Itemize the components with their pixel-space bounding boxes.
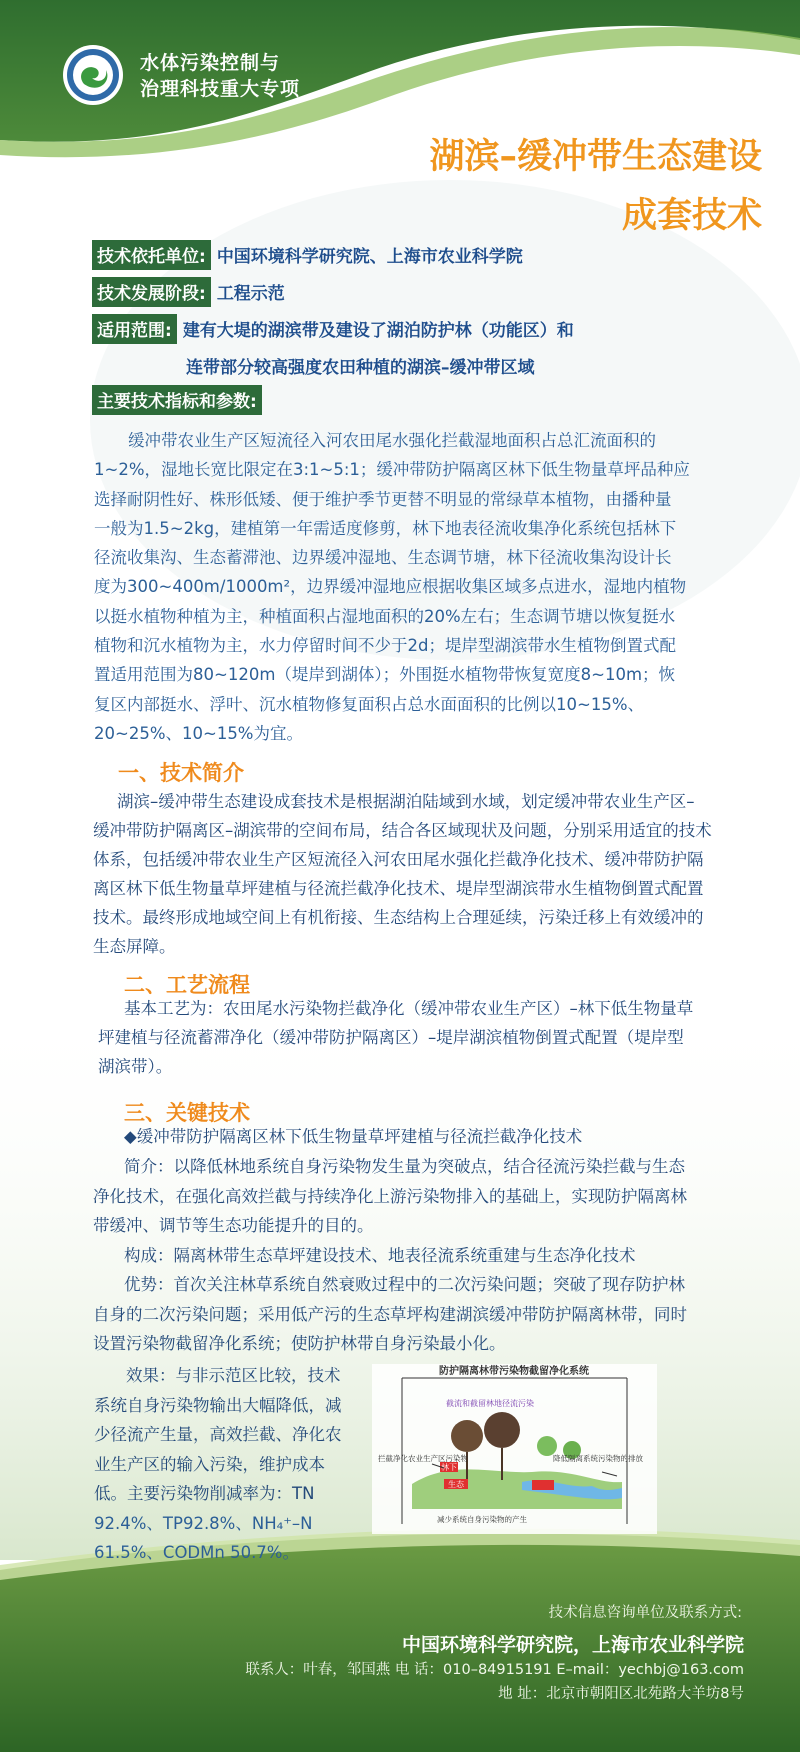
key-tech-paragraph [93, 1152, 715, 1359]
footer-contact: 联系人：叶春，邹国燕 电 话：010–84915191 E–mail：yechbj@163.com [245, 1662, 744, 1678]
key-line: 自身的二次污染问题；采用低产污的生态草坪构建湖滨缓冲带防护隔离林带，同时 [93, 1304, 687, 1324]
diagram-forest-label: 林下 [441, 1463, 457, 1472]
params-line: 一般为1.5~2kg，建植第一年需适度修剪，林下地表径流收集净化系统包括林下 [94, 518, 677, 538]
key-line: 简介：以降低林地系统自身污染物发生量为突破点，结合径流污染拦截与生态 [124, 1157, 685, 1176]
section-title-key: 三、关键技术 [124, 1101, 250, 1125]
info-row-unit [92, 240, 523, 270]
page-title [242, 128, 762, 246]
diagram-grass-label: 生态 [448, 1480, 464, 1489]
info-label-params: 主要技术指标和参数: [92, 385, 262, 415]
key-line: 构成：隔离林带生态草坪建设技术、地表径流系统重建与生态净化技术 [124, 1245, 636, 1265]
diagram-bottom-label: 减少系统自身污染物的产生 [437, 1515, 527, 1524]
program-logo [62, 44, 124, 106]
program-name-line2: 治理科技重大专项 [140, 78, 301, 100]
info-label-scope: 适用范围: [92, 314, 177, 344]
purification-system-diagram [372, 1364, 657, 1534]
effect-line: 61.5%、CODMn 50.7%。 [94, 1543, 299, 1562]
page-title-line1: 湖滨–缓冲带生态建设 [429, 137, 762, 177]
key-line: 带缓冲、调节等生态功能提升的目的。 [93, 1216, 374, 1235]
info-row-scope [92, 314, 574, 344]
intro-line: 离区林下低生物量草坪建植与径流拦截净化技术、堤岸型湖滨带水生植物倒置式配置 [93, 879, 704, 898]
params-line: 径流收集沟、生态蓄滞池、边界缓冲湿地、生态调节塘，林下径流收集沟设计长 [94, 548, 672, 568]
params-paragraph [94, 426, 714, 748]
effect-line: 92.4%、TP92.8%、NH₄⁺–N [94, 1513, 313, 1533]
params-line: 20~25%、10~15%为宜。 [94, 723, 303, 743]
diagram-top-label: 截流和截留林地径流污染 [446, 1399, 534, 1408]
effect-line: 少径流产生量，高效拦截、净化农 [94, 1425, 342, 1444]
footer-consult-label: 技术信息咨询单位及联系方式: [548, 1605, 742, 1621]
diagram-left-label: 拦截净化农业生产区污染物 [378, 1454, 468, 1463]
intro-line: 缓冲带防护隔离区–湖滨带的空间布局，结合各区域现状及问题，分别采用适宜的技术 [93, 821, 712, 840]
info-row-params [92, 385, 268, 415]
process-line: 基本工艺为：农田尾水污染物拦截净化（缓冲带农业生产区）–林下低生物量草 [124, 999, 694, 1018]
key-line: 净化技术，在强化高效拦截与持续净化上游污染物排入的基础上，实现防护隔离林 [93, 1186, 687, 1206]
key-line: 设置污染物截留净化系统；使防护林带自身污染最小化。 [93, 1334, 506, 1353]
program-name-line1: 水体污染控制与 [140, 52, 281, 74]
params-line: 选择耐阴性好、株形低矮、便于维护季节更替不明显的常绿草本植物，由播种量 [94, 489, 672, 509]
intro-line: 生态屏障。 [93, 937, 176, 956]
footer-orgs: 中国环境科学研究院，上海市农业科学院 [401, 1634, 744, 1656]
intro-line: 技术。最终形成地域空间上有机衔接、生态结构上合理延续，污染迁移上有效缓冲的 [93, 908, 704, 927]
process-line: 湖滨带）。 [98, 1057, 173, 1076]
section-title-process: 二、工艺流程 [124, 973, 250, 997]
params-line: 置适用范围为80~120m（堤岸到湖体）；外围挺水植物带恢复宽度8~10m；恢 [94, 665, 676, 685]
effect-line: 效果：与非示范区比较，技术 [126, 1366, 341, 1385]
info-value-scope: 建有大堤的湖滨带及建设了湖泊防护林（功能区）和 [182, 321, 574, 341]
info-value-stage: 工程示范 [216, 284, 285, 304]
info-row-stage [92, 277, 285, 307]
section-title-intro: 一、技术简介 [118, 761, 244, 785]
info-label-unit: 技术依托单位: [92, 240, 211, 270]
diagram-right-label: 降低隔离系统污染物的排放 [553, 1454, 643, 1463]
intro-line: 湖滨–缓冲带生态建设成套技术是根据湖泊陆域到水域，划定缓冲带农业生产区– [117, 792, 695, 811]
effect-line: 低。主要污染物削减率为：TN [94, 1484, 315, 1503]
effect-line: 业生产区的输入污染，维护成本 [94, 1454, 325, 1474]
params-line: 1~2%，湿地长宽比限定在3:1~5:1；缓冲带防护隔离区林下低生物量草坪品种应 [94, 460, 690, 480]
page-title-line2: 成套技术 [621, 196, 762, 236]
process-paragraph [98, 994, 716, 1081]
params-line: 度为300~400m/1000m²，边界缓冲湿地应根据收集区域多点进水，湿地内植物 [94, 577, 687, 597]
info-label-stage: 技术发展阶段: [92, 277, 211, 307]
info-value-unit: 中国环境科学研究院、上海市农业科学院 [216, 247, 523, 267]
params-line: 缓冲带农业生产区短流径入河农田尾水强化拦截湿地面积占总汇流面积的 [128, 431, 656, 450]
info-value-scope-line2: 连带部分较高强度农田种植的湖滨–缓冲带区域 [186, 358, 535, 378]
process-line: 坪建植与径流蓄滞净化（缓冲带防护隔离区）–堤岸湖滨植物倒置式配置（堤岸型 [98, 1028, 684, 1047]
intro-line: 体系，包括缓冲带农业生产区短流径入河农田尾水强化拦截净化技术、缓冲带防护隔 [93, 850, 704, 869]
key-tech-subtitle: ◆缓冲带防护隔离区林下低生物量草坪建植与径流拦截净化技术 [124, 1127, 583, 1146]
params-line: 植物和沉水植物为主，水力停留时间不少于2d；堤岸型湖滨带水生植物倒置式配 [94, 636, 676, 656]
params-line: 复区内部挺水、浮叶、沉水植物修复面积占总水面面积的比例以10~15%、 [94, 694, 644, 714]
diagram-title: 防护隔离林带污染物截留净化系统 [439, 1366, 589, 1377]
intro-paragraph [93, 787, 715, 961]
footer-address: 地 址：北京市朝阳区北苑路大羊坊8号 [498, 1686, 744, 1702]
effect-line: 系统自身污染物输出大幅降低，减 [94, 1395, 342, 1415]
program-name [140, 50, 300, 102]
effect-paragraph [94, 1361, 364, 1568]
key-line: 优势：首次关注林草系统自然衰败过程中的二次污染问题；突破了现存防护林 [124, 1275, 685, 1294]
params-line: 以挺水植物种植为主，种植面积占湿地面积的20%左右；生态调节塘以恢复挺水 [94, 606, 676, 626]
